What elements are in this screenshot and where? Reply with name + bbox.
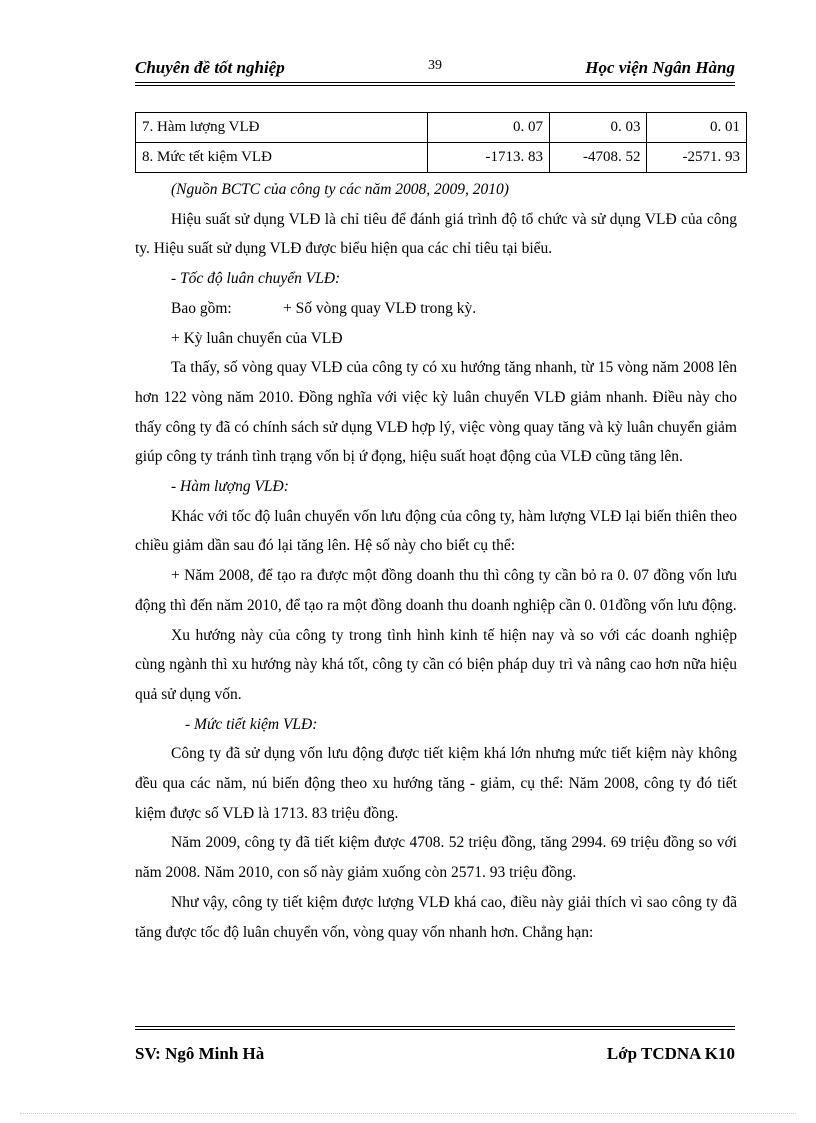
includes-row: [135, 294, 737, 324]
table-row: [136, 113, 747, 143]
body-text: [135, 175, 737, 947]
footer-student: SV: Ngô Minh Hà: [135, 1044, 265, 1063]
header-title: Chuyên đề tốt nghiệp: [135, 58, 285, 77]
includes-label: Bao gồm:: [171, 299, 232, 317]
indicator-table: [135, 112, 747, 173]
table-row: [136, 143, 747, 173]
footer-rule: [135, 1029, 735, 1030]
table-cell-label: 7. Hàm lượng VLĐ: [136, 113, 428, 143]
footer-rule: [135, 1026, 735, 1027]
paragraph: Như vậy, công ty tiết kiệm được lượng VLĐ khá cao, điều này giải thích vì sao công ty đã tăng được tốc độ luân chuyển vốn, vòng quay vốn nhanh hơn. Chẳng hạn:: [135, 893, 737, 941]
header-rule: [135, 85, 735, 86]
page-footer: [135, 1044, 735, 1068]
paragraph: Xu hướng này của công ty trong tình hình kinh tế hiện nay và so với các doanh nghiệp cùng ngành thì xu hướng này khá tốt, công ty cần có biện pháp duy trì và nâng cao hơn nữa hiệu quả sử dụng vốn.: [135, 626, 737, 703]
table-cell-value: 0. 03: [550, 113, 647, 143]
paragraph: Ta thấy, số vòng quay VLĐ của công ty có xu hướng tăng nhanh, từ 15 vòng năm 2008 lên hơn 122 vòng năm 2010. Đồng nghĩa với việc kỳ luân chuyển VLĐ giảm nhanh. Điều này cho thấy công ty đã có chính sách sử dụng VLĐ hợp lý, việc vòng quay tăng và kỳ luân chuyển giảm giúp công ty tránh tình trạng vốn bị ứ đọng, hiệu suất hoạt động của VLĐ cũng tăng lên.: [135, 359, 737, 466]
paragraph: Năm 2009, công ty đã tiết kiệm được 4708. 52 triệu đồng, tăng 2994. 69 triệu đồng so với năm 2008. Năm 2010, con số này giảm xuống còn 2571. 93 triệu đồng.: [135, 834, 737, 882]
page-header: [135, 56, 735, 83]
footer-class: Lớp TCDNA K10: [606, 1044, 735, 1063]
paragraph: Hiệu suất sử dụng VLĐ là chỉ tiêu để đánh giá trình độ tổ chức và sử dụng VLĐ của công ty. Hiệu suất sử dụng VLĐ được biểu hiện qua các chỉ tiêu tại biểu.: [135, 210, 737, 258]
paragraph: Khác với tốc độ luân chuyển vốn lưu động của công ty, hàm lượng VLĐ lại biến thiên theo chiều giảm dần sau đó lại tăng lên. Hệ số này cho biết cụ thể:: [135, 507, 737, 555]
paragraph: + Năm 2008, để tạo ra được một đồng doanh thu thì công ty cần bỏ ra 0. 07 đồng vốn lưu động thì đến năm 2010, để tạo ra một đồng doanh thu doanh nghiệp cần 0. 01đồng vốn lưu động.: [135, 567, 737, 614]
page-border: [20, 1113, 796, 1114]
paragraph: Công ty đã sử dụng vốn lưu động được tiết kiệm khá lớn nhưng mức tiết kiệm này không đều qua các năm, nú biến động theo xu hướng tăng - giảm, cụ thể: Năm 2008, công ty đó tiết kiệm được số VLĐ là 1713. 83 triệu đồng.: [135, 745, 737, 822]
section-heading: - Tốc độ luân chuyển VLĐ:: [171, 270, 341, 288]
table-cell-value: -2571. 93: [647, 143, 747, 173]
section-heading: - Hàm lượng VLĐ:: [171, 478, 289, 496]
includes-item: + Kỳ luân chuyển của VLĐ: [171, 329, 343, 347]
table-cell-value: -4708. 52: [550, 143, 647, 173]
page-number: 39: [428, 58, 442, 73]
table-cell-value: 0. 07: [428, 113, 550, 143]
table-cell-value: -1713. 83: [428, 143, 550, 173]
table-cell-value: 0. 01: [647, 113, 747, 143]
table-source-note: (Nguồn BCTC của công ty các năm 2008, 2009, 2010): [171, 181, 509, 198]
section-heading: - Mức tiết kiệm VLĐ:: [185, 715, 318, 733]
includes-item: + Số vòng quay VLĐ trong kỳ.: [283, 299, 477, 317]
table-cell-label: 8. Mức tết kiệm VLĐ: [136, 143, 428, 173]
header-institution: Học viện Ngân Hàng: [585, 58, 735, 77]
